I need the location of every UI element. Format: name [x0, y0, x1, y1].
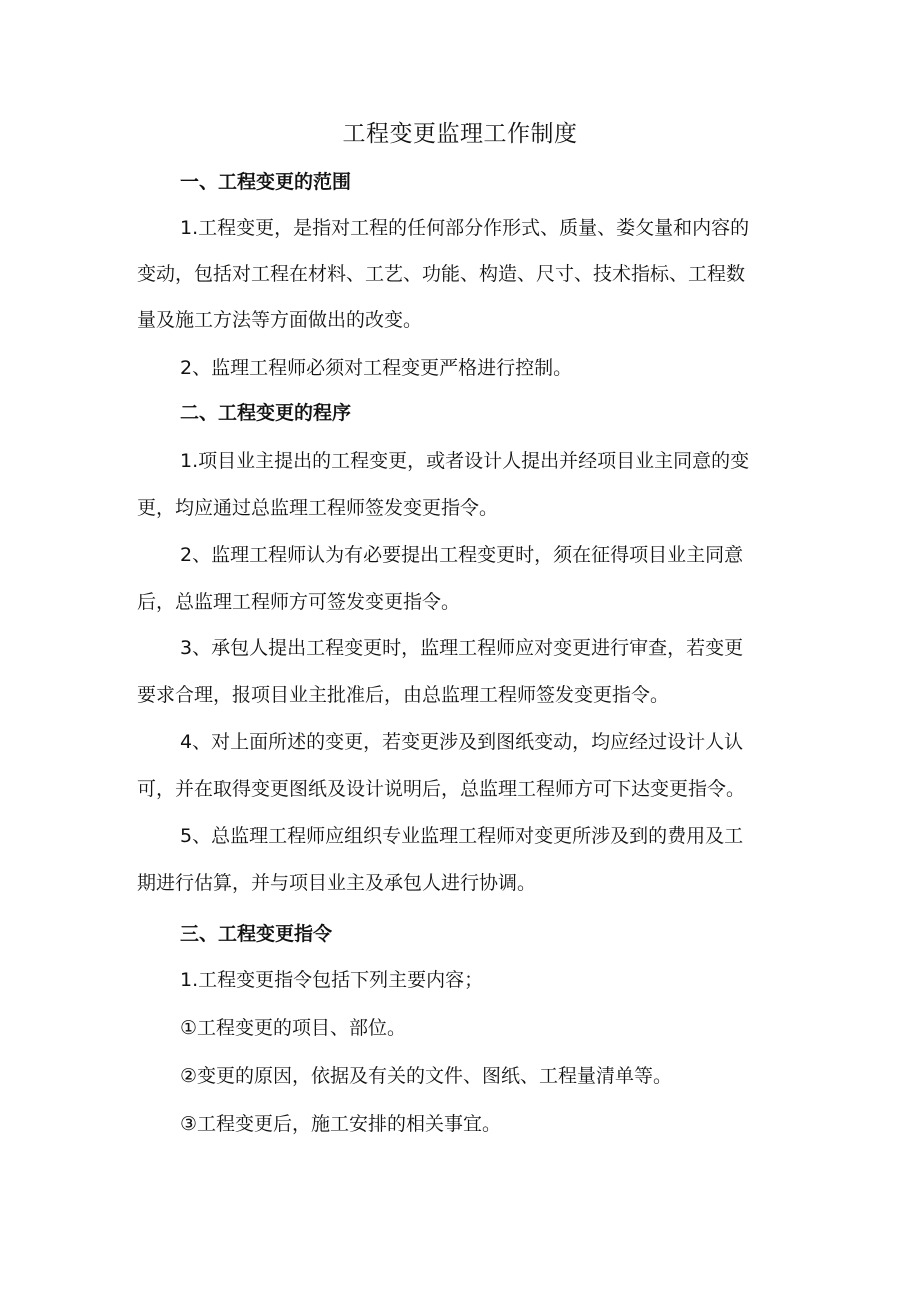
section-heading-scope: 一、工程变更的范围 — [180, 171, 352, 193]
section-heading-instruction: 三、工程变更指令 — [180, 923, 333, 945]
paragraph-line: 2、监理工程师认为有必要提出工程变更时，须在征得项目业主同意 — [180, 544, 744, 566]
paragraph-line: 期进行估算，并与项目业主及承包人进行协调。 — [137, 872, 537, 894]
list-item: ③工程变更后，施工安排的相关事宜。 — [180, 1113, 502, 1135]
paragraph-line: 可，并在取得变更图纸及设计说明后，总监理工程师方可下达变更指令。 — [137, 778, 746, 800]
section-heading-procedure: 二、工程变更的程序 — [180, 402, 352, 424]
list-item: ①工程变更的项目、部位。 — [180, 1017, 407, 1039]
paragraph-line: 1.工程变更，是指对工程的任何部分作形式、质量、娄攵量和内容的 — [180, 217, 750, 239]
paragraph-line: 更，均应通过总监理工程师签发变更指令。 — [137, 497, 499, 519]
paragraph-line: 后，总监理工程师方可签发变更指令。 — [137, 591, 461, 613]
paragraph-line: 量及施工方法等方面做出的改变。 — [137, 309, 423, 331]
document-title: 工程变更监理工作制度 — [342, 121, 578, 147]
paragraph-line: 3、承包人提出工程变更时，监理工程师应对变更进行审查，若变更 — [180, 637, 744, 659]
paragraph-line: 1.工程变更指令包括下列主要内容； — [180, 969, 484, 991]
list-item: ②变更的原因，依据及有关的文件、图纸、工程量清单等。 — [180, 1065, 673, 1087]
paragraph-line: 4、对上面所述的变更，若变更涉及到图纸变动，均应经过设计人认 — [180, 731, 744, 753]
paragraph-line: 2、监理工程师必须对工程变更严格进行控制。 — [180, 357, 573, 379]
paragraph-line: 1.项目业主提出的工程变更，或者设计人提出并经项目业主同意的变 — [180, 450, 750, 472]
paragraph-line: 变动，包括对工程在材料、工艺、功能、构造、尺寸、技术指标、工程数 — [137, 263, 746, 285]
paragraph-line: 要求合理，报项目业主批准后，由总监理工程师签发变更指令。 — [137, 684, 670, 706]
paragraph-line: 5、总监理工程师应组织专业监理工程师对变更所涉及到的费用及工 — [180, 825, 744, 847]
